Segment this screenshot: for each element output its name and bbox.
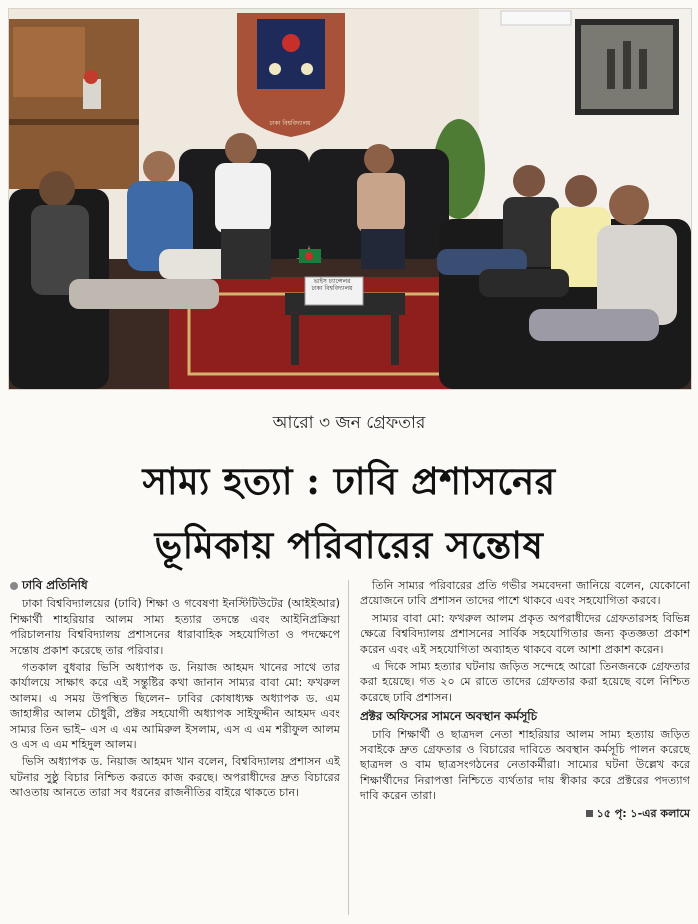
headline-line-2: ভূমিকায় পরিবারের সন্তোষ xyxy=(154,523,544,567)
jump-text: ১৫ পৃ: ১-এর কলামে xyxy=(596,806,690,820)
paragraph: ঢাকা বিশ্ববিদ্যালয়ের (ঢাবি) শিক্ষা ও গবেষণা ইনস্টিটিউটের (আইইআর) শিক্ষার্থী শাহরিয়ার আলম সাম্য হত্যার তদন্তে এবং আইনিপ্রক্রিয়া পরিচালনায় বিশ্ববিদ্যালয় প্রশাসনের ধারাবাহিক সহযোগিতা ও পদক্ষেপে সন্তোষ প্রকাশ করেছে তার পরিবার। xyxy=(10,597,340,657)
column-divider xyxy=(348,580,349,915)
paragraph: ভিসি অধ্যাপক ড. নিয়াজ আহমদ খান বলেন, বিশ্ববিদ্যালয় প্রশাসন এই ঘটনার সুষ্ঠু বিচার নিশ্চিত করতে কাজ করছে। অপরাধীদের দ্রুত বিচারের আওতায় আনতে তারা সব ধরনের রাজনীতির বাইরে থাকতে চান। xyxy=(10,755,340,800)
byline-text: ঢাবি প্রতিনিধি xyxy=(22,578,88,592)
news-photo xyxy=(8,8,692,390)
nameplate-text xyxy=(304,278,360,292)
paragraph: এ দিকে সাম্য হত্যার ঘটনায় জড়িত সন্দেহে আরো তিনজনকে গ্রেফতার করা হয়েছে। গত ২০ মে রাতে তাদের গ্রেফতার করা হয়েছে বলে নিশ্চিত করেছে ঢাবি প্রশাসন। xyxy=(360,660,690,704)
paragraph: ঢাবি শিক্ষার্থী ও ছাত্রদল নেতা শাহরিয়ার আলম সাম্য হত্যায় জড়িত সবাইকে দ্রুত গ্রেফতার ও বিচারের দাবিতে অবস্থান কর্মসূচি পালন করেছে ছাত্রদল ও বাম ছাত্রসংগঠনের নেতাকর্মীরা। সাম্যের ঘটনা উল্লেখ করে শিক্ষার্থীদের নিরাপত্তা নিশ্চিতে ব্যর্থতার দায় স্বীকার করে প্রক্টরের পদত্যাগ দাবি করেন তারা। xyxy=(360,727,690,803)
meeting-photo-illustration xyxy=(9,9,691,389)
paragraph: সাম্যর বাবা মো: ফখরুল আলম প্রকৃত অপরাধীদের গ্রেফতারসহ বিভিন্ন ক্ষেত্রে বিশ্ববিদ্যালয় প্রশাসনের সার্বিক সহযোগিতার জন্য কৃতজ্ঞতা প্রকাশ করেন এবং এই সহযোগিতা অব্যাহত থাকবে বলে আশা প্রকাশ করেন। xyxy=(360,611,690,656)
kicker: আরো ৩ জন গ্রেফতার xyxy=(272,413,426,433)
article-column-left xyxy=(10,578,340,803)
subheading: প্রক্টর অফিসের সামনে অবস্থান কর্মসূচি xyxy=(360,709,538,724)
jump-line xyxy=(360,806,690,821)
paragraph: গতকাল বুধবার ভিসি অধ্যাপক ড. নিয়াজ আহমদ খানের সাথে তার কার্যালয়ে সাক্ষাৎ করে এই সন্তুষ্টির কথা জানান সাম্যর বাবা মো: ফখরুল আলম। এ সময় উপস্থিত ছিলেন– ঢাবির কোষাধ্যক্ষ অধ্যাপক ড. এম জাহাঙ্গীর আলম চৌধুরী, প্রক্টর সহযোগী অধ্যাপক সাইফুদ্দীন আহমদ এবং সাম্যর তিন ভাই– এস এ এম আমিরুল ইসলাম, এস এ এম শরীফুল আলম ও এস এ এম শহিদুল আলম। xyxy=(10,661,340,752)
nameplate-line-2: ঢাকা বিশ্ববিদ্যালয় xyxy=(311,285,353,292)
headline-line-1: সাম্য হত্যা : ঢাবি প্রশাসনের xyxy=(142,459,556,503)
paragraph: তিনি সাম্যর পরিবারের প্রতি গভীর সমবেদনা জানিয়ে বলেন, যেকোনো প্রয়োজনে ঢাবি প্রশাসন তাদের পাশে থাকবে এবং সহযোগিতা করবে। xyxy=(360,579,690,608)
nameplate-line-1: ভাইস চ্যান্সেলর xyxy=(313,278,351,285)
square-bullet-icon xyxy=(586,810,593,817)
byline xyxy=(10,578,340,593)
article-column-right xyxy=(360,578,690,821)
bullet-icon xyxy=(10,582,18,590)
emblem-text: ঢাকা বিশ্ববিদ্যালয় xyxy=(269,120,311,127)
